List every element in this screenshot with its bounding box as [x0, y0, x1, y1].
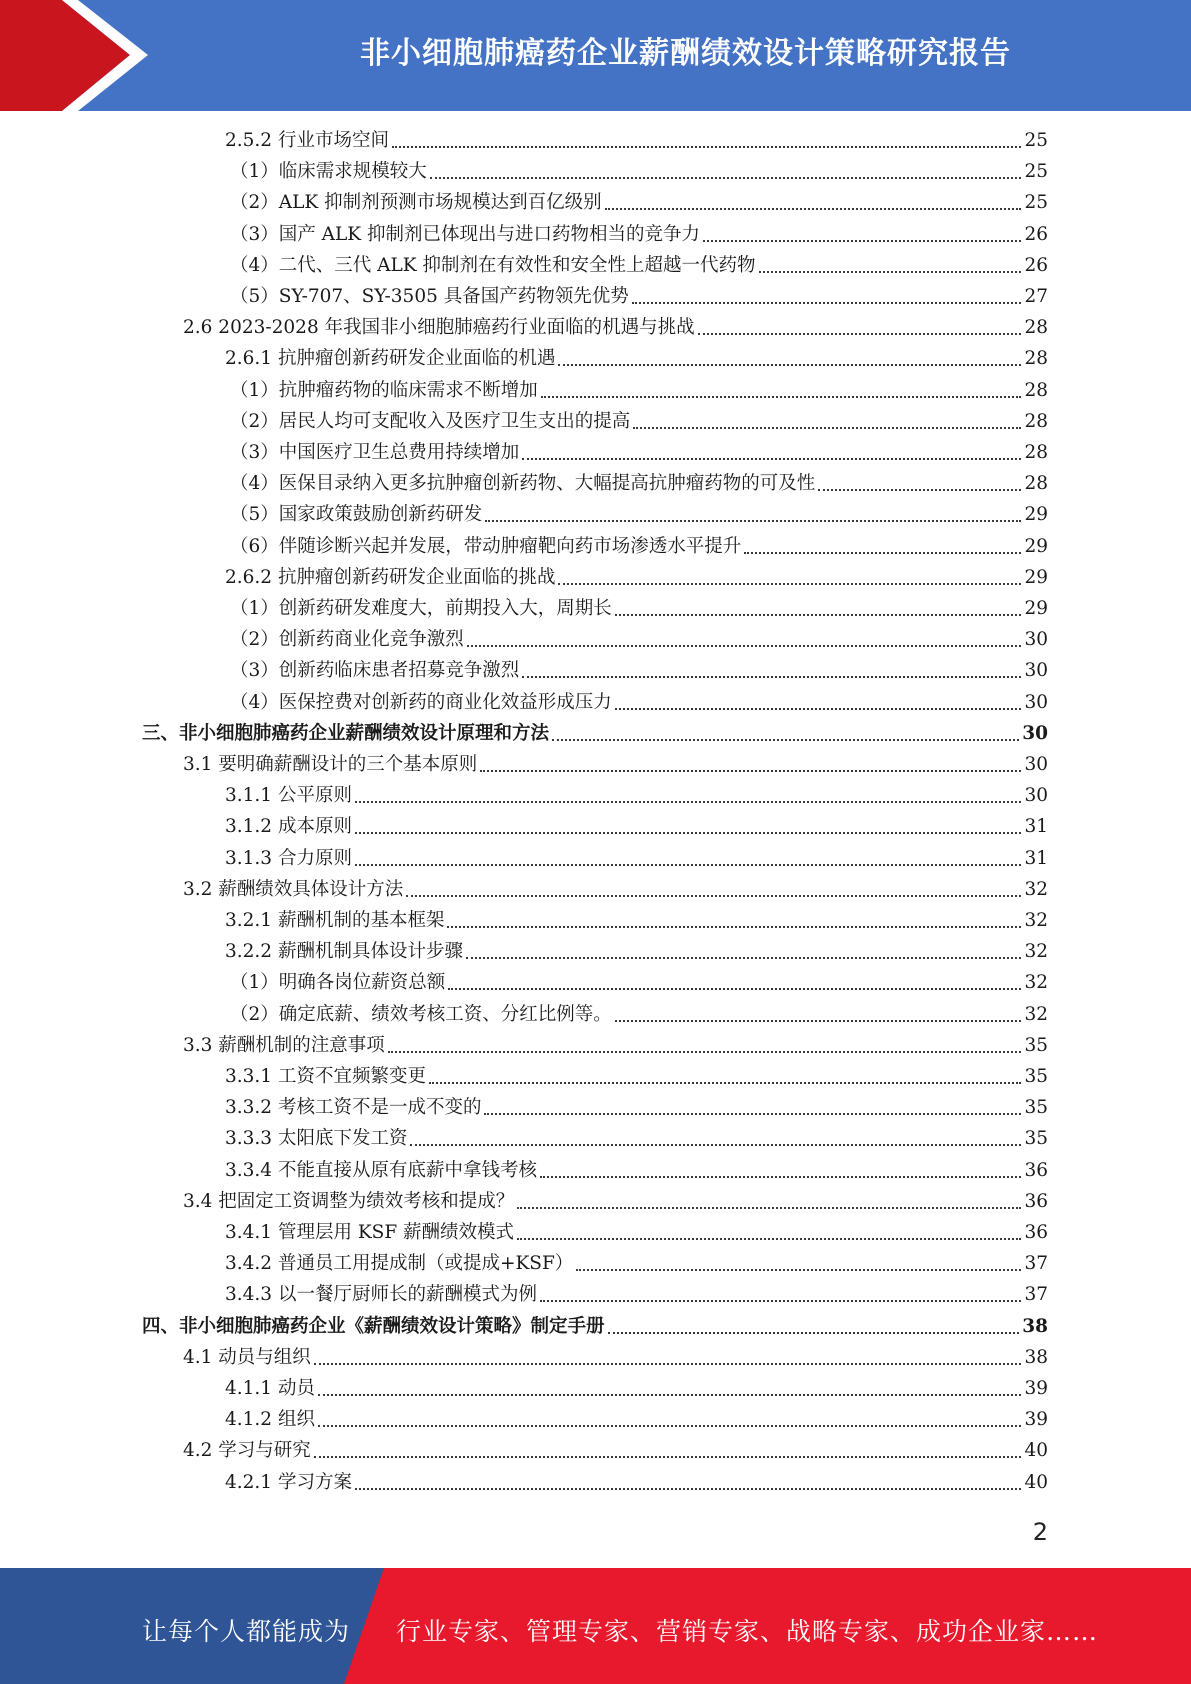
toc-entry-title: 2.5.2 行业市场空间: [225, 130, 389, 151]
toc-entry[interactable]: [0, 1281, 1048, 1309]
toc-entry[interactable]: [0, 782, 1048, 810]
toc-entry[interactable]: [0, 252, 1048, 280]
toc-dot-leader: [406, 895, 1021, 897]
toc-dot-leader: [466, 957, 1021, 959]
toc-dot-leader: [615, 614, 1022, 616]
toc-entry-title: 3.2 薪酬绩效具体设计方法: [183, 878, 404, 900]
toc-dot-leader: [632, 302, 1022, 304]
toc-dot-leader: [608, 1332, 1020, 1334]
toc-dot-leader: [410, 1144, 1021, 1146]
toc-dot-leader: [633, 427, 1021, 429]
toc-entry[interactable]: [0, 158, 1048, 186]
toc-entry[interactable]: [0, 1375, 1048, 1403]
toc-entry-page: 25: [1024, 161, 1048, 183]
toc-entry-title: 3.3.3 太阳底下发工资: [225, 1128, 408, 1150]
toc-dot-leader: [484, 1113, 1021, 1115]
toc-entry-page: 30: [1024, 691, 1048, 713]
toc-entry-page: 39: [1024, 1409, 1048, 1431]
toc-entry[interactable]: [0, 408, 1048, 436]
toc-entry-page: 40: [1024, 1471, 1048, 1493]
toc-entry[interactable]: [0, 938, 1048, 966]
toc-entry-page: 30: [1024, 660, 1048, 682]
toc-entry[interactable]: [0, 1406, 1048, 1434]
toc-entry-title: 4.1.2 组织: [225, 1409, 315, 1431]
toc-dot-leader: [318, 1394, 1022, 1396]
toc-entry-page: 26: [1024, 223, 1048, 245]
footer-slogan-right: 行业专家、管理专家、营销专家、战略专家、成功企业家……: [396, 1617, 1099, 1646]
toc-entry[interactable]: [0, 221, 1048, 249]
toc-dot-leader: [540, 1300, 1021, 1302]
toc-entry-title: （1）抗肿瘤药物的临床需求不断增加: [230, 379, 538, 401]
toc-entry-page: 36: [1024, 1222, 1048, 1243]
toc-entry-title: 2.6 2023-2028 年我国非小细胞肺癌药行业面临的机遇与挑战: [183, 317, 695, 339]
toc-dot-leader: [467, 645, 1022, 647]
toc-entry-page: 28: [1024, 317, 1048, 339]
toc-entry[interactable]: [0, 314, 1048, 342]
toc-entry[interactable]: [0, 1157, 1048, 1185]
page-footer: [0, 1568, 1191, 1684]
toc-entry[interactable]: [0, 127, 1048, 155]
toc-entry-title: 3.4.2 普通员工用提成制（或提成+KSF）: [225, 1253, 574, 1275]
toc-entry-page: 32: [1024, 1003, 1048, 1025]
toc-entry-page: 28: [1024, 410, 1048, 432]
toc-entry[interactable]: [0, 470, 1048, 498]
toc-entry-title: （1）明确各岗位薪资总额: [230, 972, 446, 994]
toc-dot-leader: [355, 1488, 1022, 1490]
toc-entry[interactable]: [0, 1313, 1048, 1341]
toc-entry[interactable]: [0, 1437, 1048, 1465]
toc-entry-page: 36: [1024, 1159, 1048, 1181]
toc-entry[interactable]: [0, 689, 1048, 717]
toc-entry-title: （4）医保控费对创新药的商业化效益形成压力: [230, 691, 612, 713]
toc-entry[interactable]: [0, 501, 1048, 529]
toc-entry-title: 3.2.1 薪酬机制的基本框架: [225, 910, 445, 931]
toc-entry-page: 38: [1024, 1346, 1048, 1368]
toc-entry-title: 3.3 薪酬机制的注意事项: [183, 1034, 385, 1056]
toc-entry-title: 三、非小细胞肺癌药企业薪酬绩效设计原理和方法: [142, 722, 550, 744]
toc-entry-title: （4）二代、三代 ALK 抑制剂在有效性和安全性上超越一代药物: [230, 254, 756, 276]
toc-dot-leader: [355, 832, 1022, 834]
toc-entry-title: （3）创新药临床患者招募竞争激烈: [230, 660, 520, 682]
toc-entry[interactable]: [0, 439, 1048, 467]
toc-entry-page: 35: [1024, 1066, 1048, 1087]
toc-entry[interactable]: [0, 1188, 1048, 1216]
toc-entry[interactable]: [0, 907, 1048, 935]
toc-entry-page: 30: [1022, 722, 1048, 744]
toc-entry-title: 3.4 把固定工资调整为绩效考核和提成？: [183, 1190, 515, 1212]
toc-entry-page: 28: [1024, 473, 1048, 495]
toc-entry-title: 4.1.1 动员: [225, 1378, 315, 1399]
toc-entry-page: 35: [1024, 1097, 1048, 1119]
toc-entry-page: 38: [1022, 1315, 1048, 1337]
toc-entry-page: 28: [1024, 442, 1048, 463]
toc-entry-title: 3.3.1 工资不宜频繁变更: [225, 1066, 426, 1087]
toc-entry-title: （3）国产 ALK 抑制剂已体现出与进口药物相当的竞争力: [230, 223, 700, 245]
toc-entry-title: （4）医保目录纳入更多抗肿瘤创新药物、大幅提高抗肿瘤药物的可及性: [230, 473, 816, 495]
toc-entry-title: （2）ALK 抑制剂预测市场规模达到百亿级别: [230, 192, 602, 214]
toc-entry[interactable]: [0, 1001, 1048, 1029]
toc-entry-page: 25: [1024, 130, 1048, 151]
toc-entry-title: （3）中国医疗卫生总费用持续增加: [230, 442, 520, 463]
toc-entry[interactable]: [0, 1063, 1048, 1091]
document-title: 非小细胞肺癌药企业薪酬绩效设计策略研究报告: [360, 36, 1011, 71]
toc-dot-leader: [522, 458, 1021, 460]
toc-entry-title: 4.2 学习与研究: [183, 1440, 311, 1462]
toc-entry-title: （1）临床需求规模较大: [230, 161, 427, 183]
toc-dot-leader: [605, 208, 1022, 210]
page-number: 2: [1032, 1518, 1048, 1546]
toc-entry-page: 29: [1024, 566, 1048, 588]
toc-entry-title: 四、非小细胞肺癌药企业《薪酬绩效设计策略》制定手册: [142, 1315, 605, 1337]
toc-entry[interactable]: [0, 189, 1048, 217]
toc-dot-leader: [818, 489, 1021, 491]
toc-entry-page: 32: [1024, 941, 1048, 963]
toc-entry[interactable]: [0, 377, 1048, 405]
toc-entry[interactable]: [0, 1250, 1048, 1278]
toc-entry-title: 4.2.1 学习方案: [225, 1471, 352, 1493]
toc-entry-page: 28: [1024, 348, 1048, 370]
toc-entry-page: 29: [1024, 504, 1048, 526]
toc-dot-leader: [392, 146, 1021, 148]
toc-entry-page: 32: [1024, 910, 1048, 931]
toc-dot-leader: [615, 1020, 1022, 1022]
toc-entry-title: （5）国家政策鼓励创新药研发: [230, 504, 483, 526]
toc-entry-title: 3.3.4 不能直接从原有底薪中拿钱考核: [225, 1159, 537, 1181]
toc-dot-leader: [552, 739, 1019, 741]
toc-entry-title: （6）伴随诊断兴起并发展，带动肿瘤靶向药市场渗透水平提升: [230, 535, 742, 557]
footer-slogan-left: 让每个人都能成为: [142, 1617, 351, 1646]
toc-dot-leader: [318, 1425, 1022, 1427]
toc-entry-page: 32: [1024, 878, 1048, 900]
toc-dot-leader: [355, 864, 1022, 866]
toc-entry-page: 30: [1024, 785, 1048, 807]
toc-entry-page: 35: [1024, 1128, 1048, 1150]
toc-entry-page: 39: [1024, 1378, 1048, 1399]
toc-entry-title: （2）确定底薪、绩效考核工资、分红比例等。: [230, 1003, 612, 1025]
toc-dot-leader: [430, 177, 1022, 179]
toc-dot-leader: [698, 333, 1022, 335]
toc-entry[interactable]: [0, 813, 1048, 841]
toc-entry-page: 36: [1024, 1190, 1048, 1212]
toc-entry-page: 29: [1024, 535, 1048, 557]
toc-entry-title: （2）创新药商业化竞争激烈: [230, 629, 464, 651]
toc-entry-title: 2.6.2 抗肿瘤创新药研发企业面临的挑战: [225, 566, 556, 588]
toc-entry-title: 2.6.1 抗肿瘤创新药研发企业面临的机遇: [225, 348, 556, 370]
toc-entry[interactable]: [0, 283, 1048, 311]
toc-dot-leader: [558, 583, 1021, 585]
toc-entry-title: 4.1 动员与组织: [183, 1346, 311, 1368]
toc-dot-leader: [447, 926, 1021, 928]
toc-entry[interactable]: [0, 876, 1048, 904]
toc-entry-title: 3.1.1 公平原则: [225, 785, 352, 807]
toc-dot-leader: [485, 520, 1021, 522]
toc-dot-leader: [615, 708, 1022, 710]
toc-entry-page: 30: [1024, 629, 1048, 651]
toc-entry[interactable]: [0, 969, 1048, 997]
toc-entry[interactable]: [0, 533, 1048, 561]
toc-entry[interactable]: [0, 720, 1048, 748]
toc-dot-leader: [703, 240, 1021, 242]
toc-dot-leader: [314, 1456, 1022, 1458]
toc-entry[interactable]: [0, 626, 1048, 654]
toc-entry[interactable]: [0, 657, 1048, 685]
toc-dot-leader: [576, 1269, 1021, 1271]
toc-entry-title: 3.4.3 以一餐厅厨师长的薪酬模式为例: [225, 1284, 537, 1306]
toc-entry-title: （5）SY-707、SY-3505 具备国产药物领先优势: [230, 286, 629, 307]
toc-dot-leader: [522, 676, 1021, 678]
toc-entry-title: 3.3.2 考核工资不是一成不变的: [225, 1097, 482, 1119]
toc-dot-leader: [517, 1207, 1021, 1209]
toc-entry-page: 35: [1024, 1034, 1048, 1056]
toc-entry[interactable]: [0, 1219, 1048, 1247]
toc-entry-page: 40: [1024, 1440, 1048, 1462]
toc-entry-title: 3.1.3 合力原则: [225, 847, 352, 869]
toc-entry[interactable]: [0, 1125, 1048, 1153]
toc-dot-leader: [480, 770, 1021, 772]
toc-dot-leader: [744, 552, 1021, 554]
toc-entry-page: 26: [1024, 254, 1048, 276]
toc-entry-page: 28: [1024, 379, 1048, 401]
toc-entry-page: 25: [1024, 192, 1048, 214]
toc-entry[interactable]: [0, 595, 1048, 623]
toc-entry-page: 29: [1024, 598, 1048, 619]
toc-entry-title: 3.1 要明确薪酬设计的三个基本原则: [183, 754, 478, 775]
toc-entry-page: 30: [1024, 754, 1048, 775]
toc-dot-leader: [558, 364, 1021, 366]
toc-dot-leader: [448, 988, 1021, 990]
toc-entry[interactable]: [0, 845, 1048, 873]
toc-entry-page: 32: [1024, 972, 1048, 994]
toc-entry-title: 3.4.1 管理层用 KSF 薪酬绩效模式: [225, 1222, 515, 1243]
toc-entry-page: 27: [1024, 286, 1048, 307]
toc-entry-title: 3.2.2 薪酬机制具体设计步骤: [225, 941, 463, 963]
toc-entry-page: 37: [1024, 1284, 1048, 1306]
toc-entry-page: 37: [1024, 1253, 1048, 1275]
toc-entry-page: 31: [1024, 816, 1048, 838]
toc-entry[interactable]: [0, 345, 1048, 373]
toc-entry-title: （1）创新药研发难度大，前期投入大，周期长: [230, 598, 612, 619]
toc-dot-leader: [540, 1176, 1021, 1178]
toc-dot-leader: [388, 1051, 1022, 1053]
toc-entry[interactable]: [0, 1344, 1048, 1372]
toc-entry[interactable]: [0, 1469, 1048, 1497]
toc-entry[interactable]: [0, 564, 1048, 592]
toc-dot-leader: [541, 396, 1022, 398]
toc-entry[interactable]: [0, 1032, 1048, 1060]
toc-entry-page: 31: [1024, 847, 1048, 869]
toc-dot-leader: [314, 1363, 1022, 1365]
toc-entry-title: （2）居民人均可支配收入及医疗卫生支出的提高: [230, 410, 631, 432]
toc-dot-leader: [355, 801, 1022, 803]
toc-dot-leader: [759, 271, 1022, 273]
toc-dot-leader: [429, 1082, 1021, 1084]
toc-entry[interactable]: [0, 1094, 1048, 1122]
page-header: [0, 0, 1191, 111]
toc-entry[interactable]: [0, 751, 1048, 779]
toc-dot-leader: [517, 1238, 1021, 1240]
toc-entry-title: 3.1.2 成本原则: [225, 816, 352, 838]
